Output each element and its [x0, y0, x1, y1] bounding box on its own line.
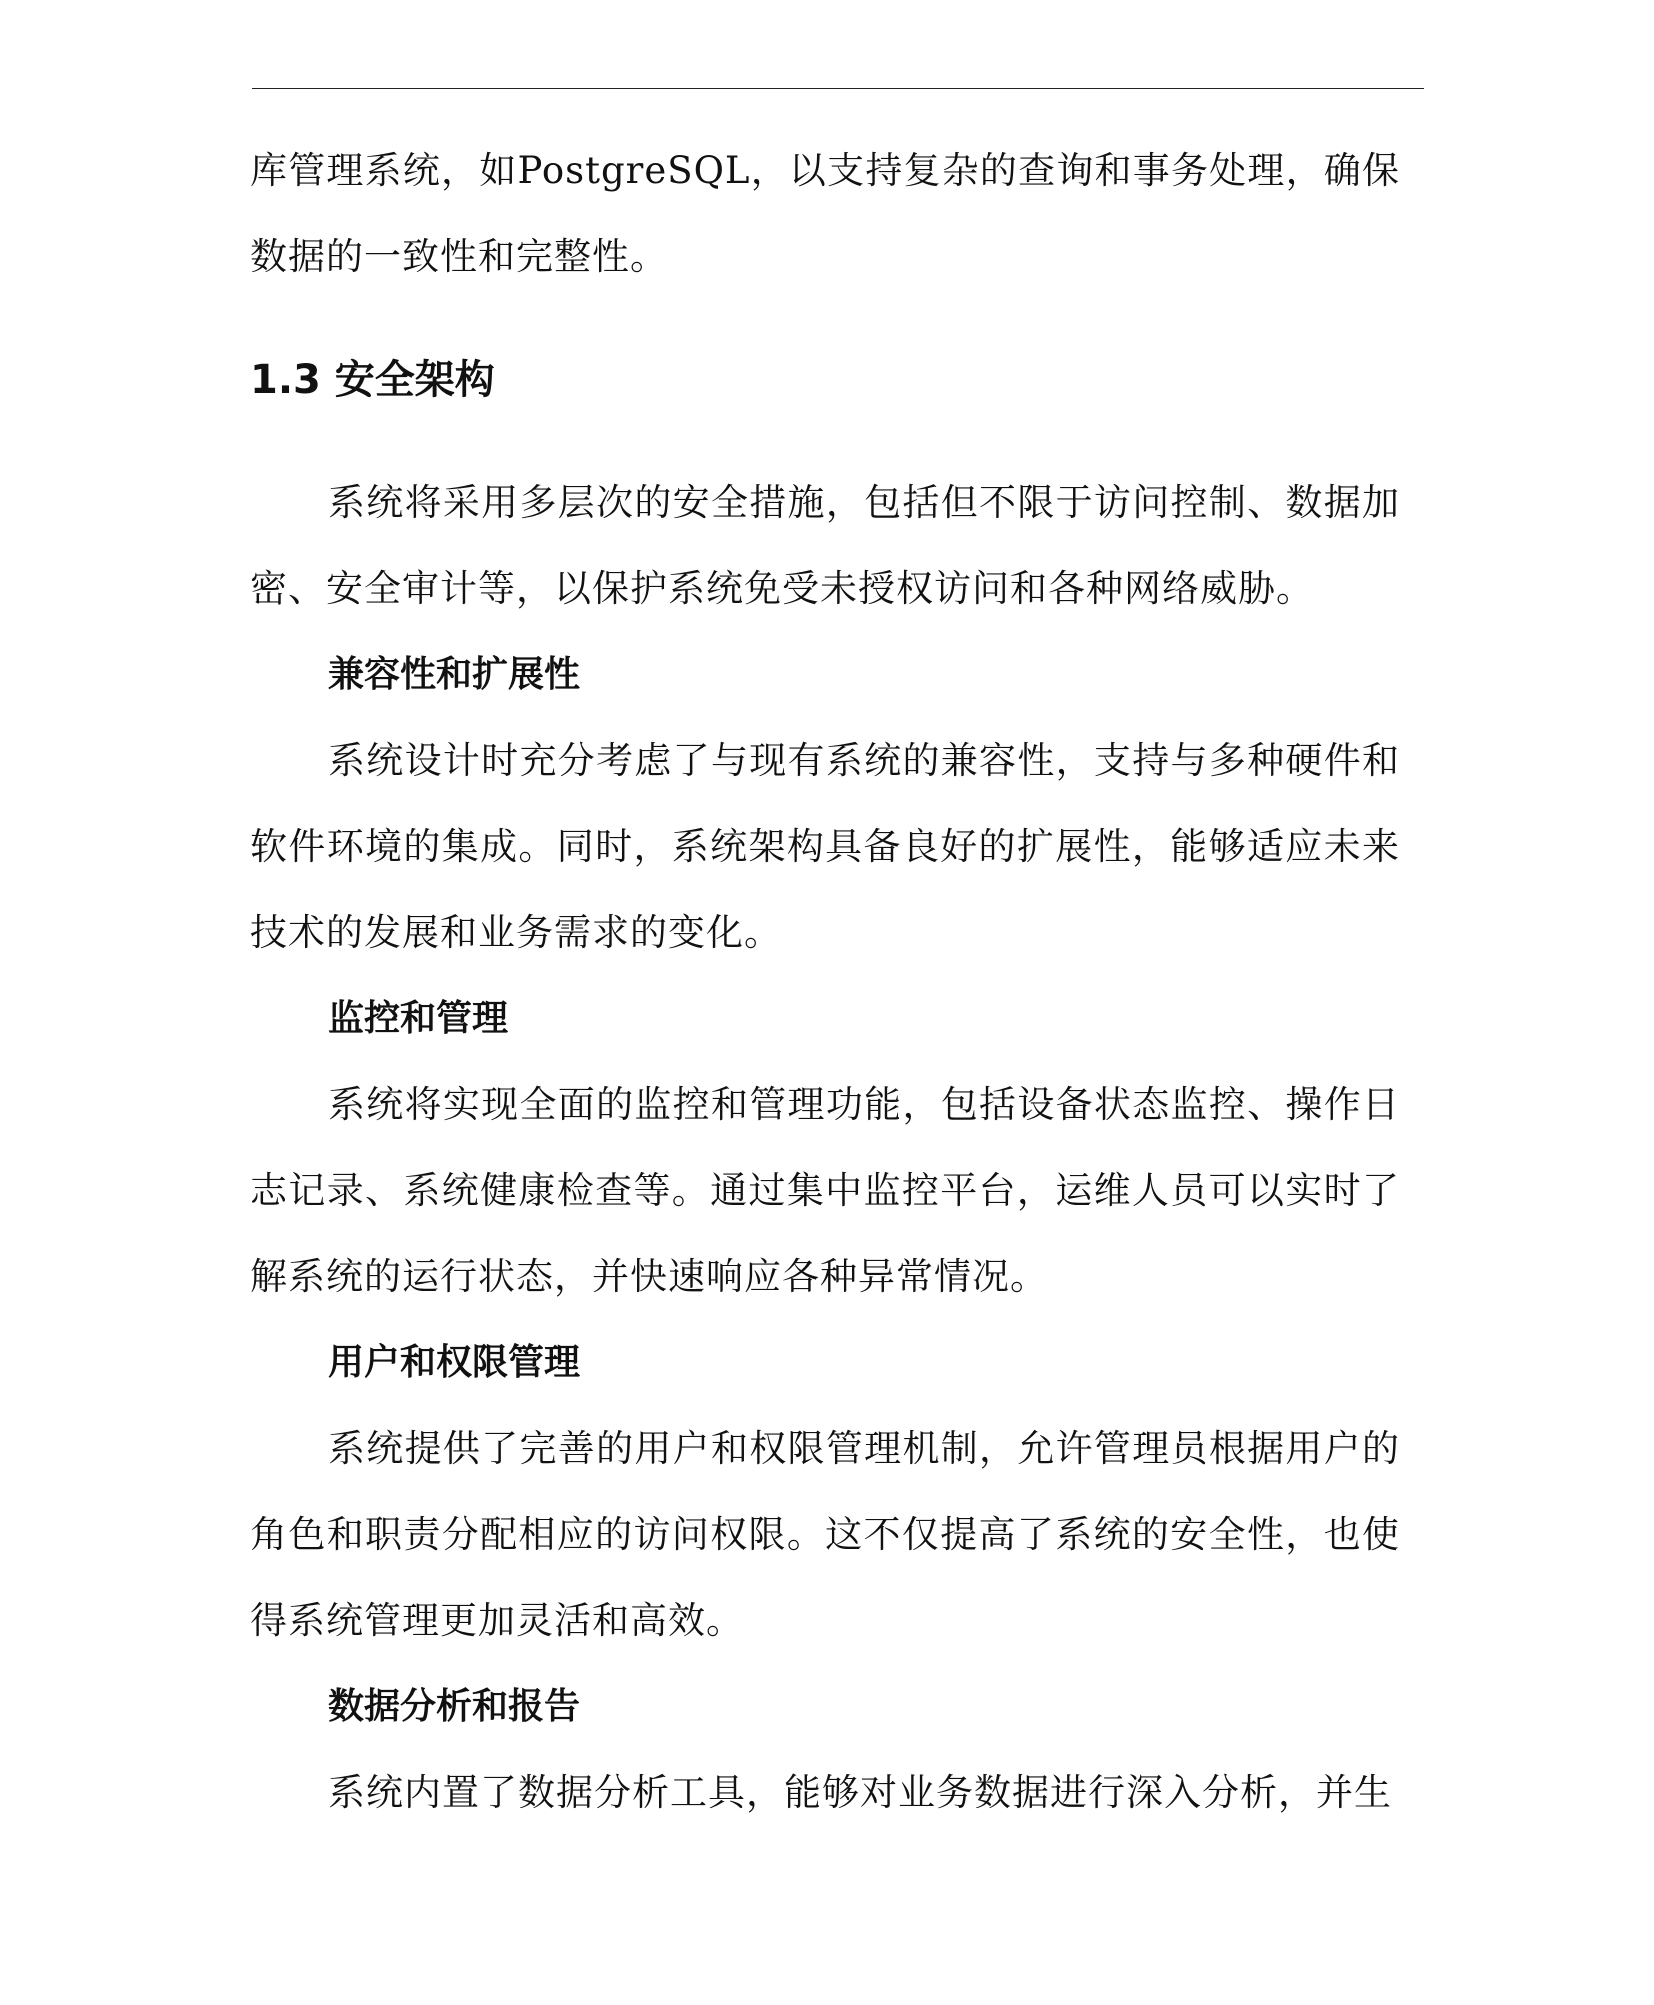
subsection-paragraph-data-analysis: 系统内置了数据分析工具，能够对业务数据进行深入分析，并生	[328, 1771, 1392, 1814]
subsection-paragraph-user-permissions: 系统提供了完善的用户和权限管理机制，允许管理员根据用户的角色和职责分配相应的访问权限。这不仅提高了系统的安全性，也使得系统管理更加灵活和高效。	[250, 1427, 1400, 1642]
header-rule	[252, 88, 1424, 89]
document-body	[250, 128, 1400, 1836]
section-heading: 1.3 安全架构	[250, 357, 495, 403]
subsection-paragraph-compatibility: 系统设计时充分考虑了与现有系统的兼容性，支持与多种硬件和软件环境的集成。同时，系统架构具备良好的扩展性，能够适应未来技术的发展和业务需求的变化。	[250, 739, 1400, 954]
subsection-heading-data-analysis: 数据分析和报告	[328, 1686, 581, 1727]
subsection-heading-compatibility: 兼容性和扩展性	[328, 654, 581, 695]
intro-paragraph: 库管理系统，如PostgreSQL，以支持复杂的查询和事务处理，确保数据的一致性和完整性。	[250, 149, 1400, 278]
subsection-heading-monitoring: 监控和管理	[328, 998, 509, 1039]
section-paragraph: 系统将采用多层次的安全措施，包括但不限于访问控制、数据加密、安全审计等，以保护系统免受未授权访问和各种网络威胁。	[250, 481, 1400, 610]
subsection-paragraph-monitoring: 系统将实现全面的监控和管理功能，包括设备状态监控、操作日志记录、系统健康检查等。通过集中监控平台，运维人员可以实时了解系统的运行状态，并快速响应各种异常情况。	[250, 1083, 1400, 1298]
subsection-heading-user-permissions: 用户和权限管理	[328, 1342, 581, 1383]
